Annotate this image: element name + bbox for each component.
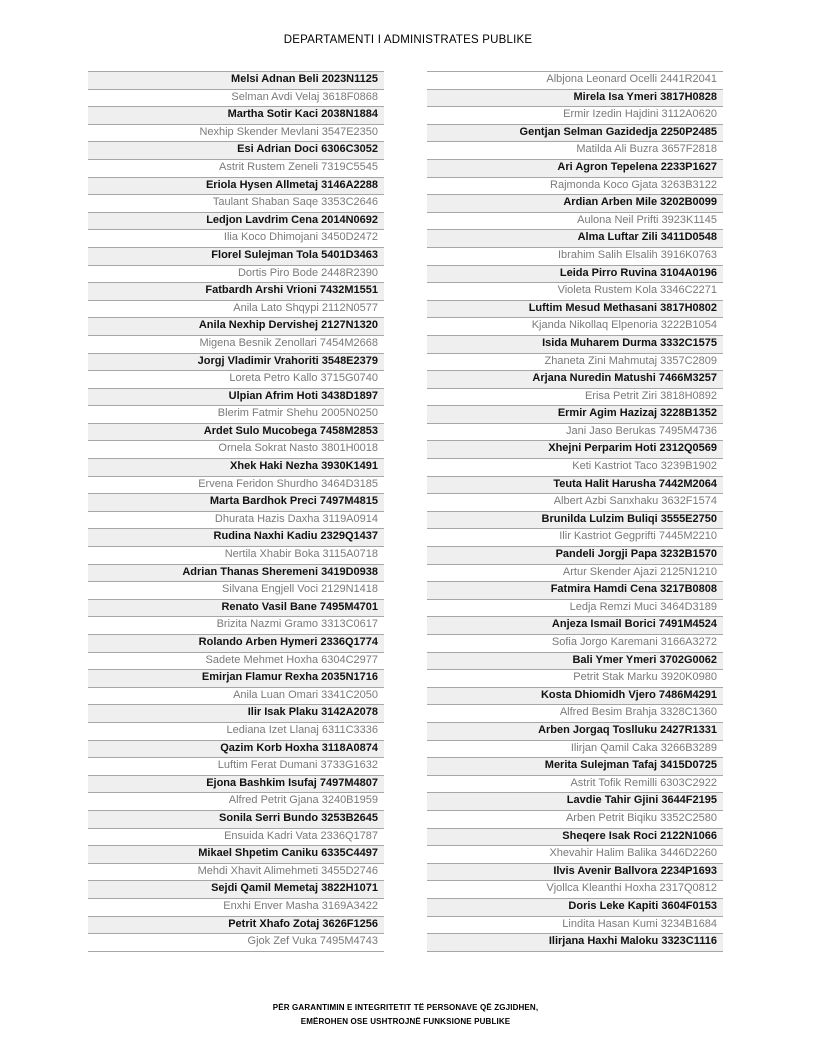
list-row: Adrian Thanas Sheremeni 3419D0938 [88,565,384,583]
list-row: Ledja Remzi Muci 3464D3189 [427,600,723,618]
list-row: Fatbardh Arshi Vrioni 7432M1551 [88,283,384,301]
list-row: Jani Jaso Berukas 7495M4736 [427,424,723,442]
page-title: DEPARTAMENTI I ADMINISTRATES PUBLIKE [283,34,533,46]
list-row: Esi Adrian Doci 6306C3052 [88,142,384,160]
list-row: Ilvis Avenir Ballvora 2234P1693 [427,864,723,882]
list-row: Ervena Feridon Shurdho 3464D3185 [88,477,384,495]
list-row: Albjona Leonard Ocelli 2441R2041 [427,72,723,90]
list-row: Ilir Kastriot Gegprifti 7445M2210 [427,529,723,547]
list-row: Ardian Arben Mile 3202B0099 [427,195,723,213]
list-row: Ejona Bashkim Isufaj 7497M4807 [88,776,384,794]
list-row: Sadete Mehmet Hoxha 6304C2977 [88,653,384,671]
footer-line-1: PËR GARANTIMIN E INTEGRITETIT TË PERSONAVE QË ZGJIDHEN, [272,1003,539,1012]
list-row: Florel Sulejman Tola 5401D3463 [88,248,384,266]
list-row: Anila Nexhip Dervishej 2127N1320 [88,318,384,336]
list-row: Emirjan Flamur Rexha 2035N1716 [88,670,384,688]
list-row: Rajmonda Koco Gjata 3263B3122 [427,178,723,196]
list-row: Xhejni Perparim Hoti 2312Q0569 [427,441,723,459]
list-row: Dhurata Hazis Daxha 3119A0914 [88,512,384,530]
list-row: Sonila Serri Bundo 3253B2645 [88,811,384,829]
list-row: Isida Muharem Durma 3332C1575 [427,336,723,354]
list-row: Petrit Xhafo Zotaj 3626F1256 [88,917,384,935]
list-row: Matilda Ali Buzra 3657F2818 [427,142,723,160]
list-row: Astrit Rustem Zeneli 7319C5545 [88,160,384,178]
list-row: Melsi Adnan Beli 2023N1125 [88,72,384,90]
list-row: Luftim Ferat Dumani 3733G1632 [88,758,384,776]
list-row: Ledjon Lavdrim Cena 2014N0692 [88,213,384,231]
list-row: Alma Luftar Zili 3411D0548 [427,230,723,248]
list-row: Silvana Engjell Voci 2129N1418 [88,582,384,600]
list-row: Alfred Petrit Gjana 3240B1959 [88,793,384,811]
list-row: Keti Kastriot Taco 3239B1902 [427,459,723,477]
list-row: Arben Petrit Biqiku 3352C2580 [427,811,723,829]
list-row: Ensuida Kadri Vata 2336Q1787 [88,829,384,847]
list-row: Albert Azbi Sanxhaku 3632F1574 [427,494,723,512]
list-row: Selman Avdi Velaj 3618F0868 [88,90,384,108]
list-row: Pandeli Jorgji Papa 3232B1570 [427,547,723,565]
name-column-left [88,71,384,952]
list-row: Merita Sulejman Tafaj 3415D0725 [427,758,723,776]
list-row: Mehdi Xhavit Alimehmeti 3455D2746 [88,864,384,882]
list-row: Ari Agron Tepelena 2233P1627 [427,160,723,178]
list-row: Ardet Sulo Mucobega 7458M2853 [88,424,384,442]
list-row: Luftim Mesud Methasani 3817H0802 [427,301,723,319]
list-row: Kjanda Nikollaq Elpenoria 3222B1054 [427,318,723,336]
list-row: Ermir Agim Hazizaj 3228B1352 [427,406,723,424]
list-row: Sheqere Isak Roci 2122N1066 [427,829,723,847]
list-row: Nertila Xhabir Boka 3115A0718 [88,547,384,565]
list-row: Teuta Halit Harusha 7442M2064 [427,477,723,495]
list-row: Gentjan Selman Gazidedja 2250P2485 [427,125,723,143]
list-row: Petrit Stak Marku 3920K0980 [427,670,723,688]
list-row: Ilirjana Haxhi Maloku 3323C1116 [427,934,723,952]
list-row: Rolando Arben Hymeri 2336Q1774 [88,635,384,653]
list-row: Zhaneta Zini Mahmutaj 3357C2809 [427,354,723,372]
list-row: Anila Luan Omari 3341C2050 [88,688,384,706]
list-row: Mirela Isa Ymeri 3817H0828 [427,90,723,108]
name-column-right [427,71,723,952]
list-row: Enxhi Enver Masha 3169A3422 [88,899,384,917]
list-row: Rudina Naxhi Kadiu 2329Q1437 [88,529,384,547]
list-row: Sejdi Qamil Memetaj 3822H1071 [88,881,384,899]
list-row: Arben Jorgaq Toslluku 2427R1331 [427,723,723,741]
list-row: Gjok Zef Vuka 7495M4743 [88,934,384,952]
list-row: Lavdie Tahir Gjini 3644F2195 [427,793,723,811]
list-row: Renato Vasil Bane 7495M4701 [88,600,384,618]
name-list [88,71,723,952]
list-row: Fatmira Hamdi Cena 3217B0808 [427,582,723,600]
list-row: Violeta Rustem Kola 3346C2271 [427,283,723,301]
list-row: Anjeza Ismail Borici 7491M4524 [427,617,723,635]
list-row: Lediana Izet Llanaj 6311C3336 [88,723,384,741]
list-row: Artur Skender Ajazi 2125N1210 [427,565,723,583]
list-row: Ibrahim Salih Elsalih 3916K0763 [427,248,723,266]
list-row: Loreta Petro Kallo 3715G0740 [88,371,384,389]
list-row: Anila Lato Shqypi 2112N0577 [88,301,384,319]
list-row: Ilir Isak Plaku 3142A2078 [88,705,384,723]
list-row: Astrit Tofik Remilli 6303C2922 [427,776,723,794]
list-row: Aulona Neil Prifti 3923K1145 [427,213,723,231]
list-row: Dortis Piro Bode 2448R2390 [88,266,384,284]
list-row: Sofia Jorgo Karemani 3166A3272 [427,635,723,653]
list-row: Kosta Dhiomidh Vjero 7486M4291 [427,688,723,706]
list-row: Xhek Haki Nezha 3930K1491 [88,459,384,477]
list-row: Brunilda Lulzim Buliqi 3555E2750 [427,512,723,530]
footer-note [88,1001,723,1029]
list-row: Arjana Nuredin Matushi 7466M3257 [427,371,723,389]
list-row: Bali Ymer Ymeri 3702G0062 [427,653,723,671]
list-row: Ornela Sokrat Nasto 3801H0018 [88,441,384,459]
list-row: Ulpian Afrim Hoti 3438D1897 [88,389,384,407]
list-row: Eriola Hysen Allmetaj 3146A2288 [88,178,384,196]
list-row: Ilirjan Qamil Caka 3266B3289 [427,741,723,759]
list-row: Brizita Nazmi Gramo 3313C0617 [88,617,384,635]
list-row: Blerim Fatmir Shehu 2005N0250 [88,406,384,424]
list-row: Lindita Hasan Kumi 3234B1684 [427,917,723,935]
list-row: Leida Pirro Ruvina 3104A0196 [427,266,723,284]
list-row: Jorgj Vladimir Vrahoriti 3548E2379 [88,354,384,372]
list-row: Martha Sotir Kaci 2038N1884 [88,107,384,125]
list-row: Doris Leke Kapiti 3604F0153 [427,899,723,917]
footer-line-2: EMËROHEN OSE USHTROJNË FUNKSIONE PUBLIKE [300,1017,511,1026]
list-row: Mikael Shpetim Caniku 6335C4497 [88,846,384,864]
list-row: Taulant Shaban Saqe 3353C2646 [88,195,384,213]
list-row: Migena Besnik Zenollari 7454M2668 [88,336,384,354]
list-row: Xhevahir Halim Balika 3446D2260 [427,846,723,864]
list-row: Ermir Izedin Hajdini 3112A0620 [427,107,723,125]
list-row: Vjollca Kleanthi Hoxha 2317Q0812 [427,881,723,899]
list-row: Erisa Petrit Ziri 3818H0892 [427,389,723,407]
list-row: Ilia Koco Dhimojani 3450D2472 [88,230,384,248]
list-row: Nexhip Skender Mevlani 3547E2350 [88,125,384,143]
list-row: Qazim Korb Hoxha 3118A0874 [88,741,384,759]
list-row: Marta Bardhok Preci 7497M4815 [88,494,384,512]
list-row: Alfred Besim Brahja 3328C1360 [427,705,723,723]
